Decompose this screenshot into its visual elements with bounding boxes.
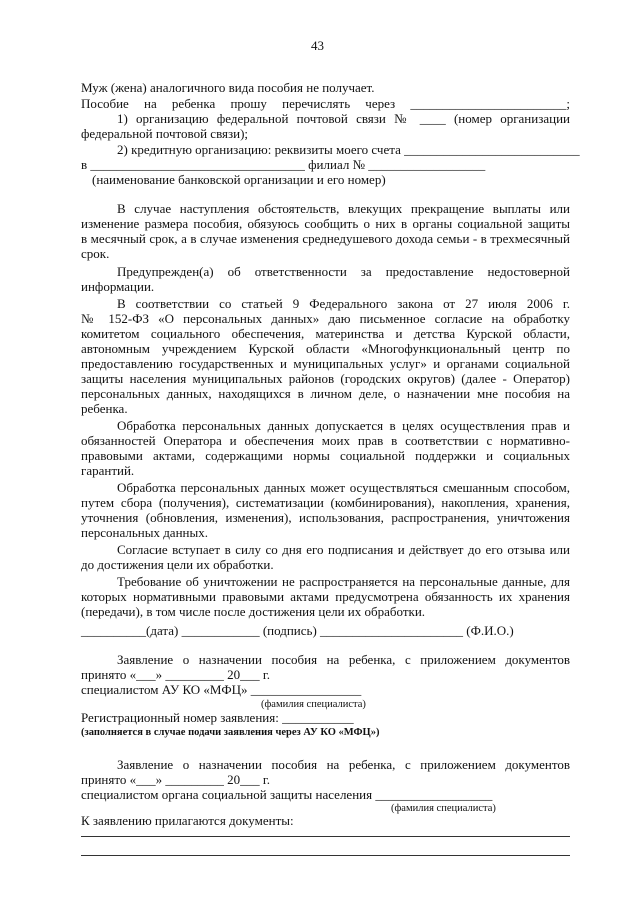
consent-line-1: В соответствии со статьей 9 Федерального закона от 27 июля 2006 г. — [117, 296, 570, 311]
consent-line-7: персональных данных, находящихся в личном деле, о назначении мне пособия на — [81, 386, 570, 401]
methods-line-4: персональных данных. — [81, 525, 208, 540]
bank-branch-line: в _________________________________ филиал № __________________ — [81, 157, 486, 172]
consent-line-4: автономным учреждением Курской области «Многофункциональный центр по — [81, 341, 570, 356]
methods-line-2: путем сбора (получения), систематизации (комбинирования), накопления, хранения, — [81, 495, 570, 510]
mfc-acceptance-line-1: Заявление о назначении пособия на ребенка, с приложением документов — [117, 652, 570, 667]
szn-acceptance-date: принято «___» _________ 20___ г. — [81, 772, 270, 787]
obligation-line-3: в месячный срок, а в случае изменения среднедушевого дохода семьи - в трехмесячный — [81, 231, 570, 246]
szn-acceptance-line-1: Заявление о назначении пособия на ребенка, с приложением документов — [117, 757, 570, 772]
obligation-line-1: В случае наступления обстоятельств, влекущих прекращение выплаты или — [117, 201, 570, 216]
page-number: 43 — [311, 38, 324, 53]
mfc-note: (заполняется в случае подачи заявления через АУ КО «МФЦ») — [81, 727, 380, 738]
destruction-line-2: которых нормативными правовыми актами предусмотрена обязанность их хранения — [81, 589, 570, 604]
methods-line-3: уточнения (обновления, изменения), использования, распространения, уничтожения — [81, 510, 570, 525]
purpose-line-2: обязанностей Оператора и обеспечения моих прав в соответствии с нормативно- — [81, 433, 570, 448]
warning-line-2: информации. — [81, 279, 155, 294]
mfc-specialist-line: специалистом АУ КО «МФЦ» _________________ — [81, 682, 362, 697]
consent-line-5: предоставлению государственных и муниципальных услуг» и органами социальной — [81, 356, 570, 371]
destruction-line-3: (передачи), в том числе после достижения цели их обработки. — [81, 604, 426, 619]
szn-specialist-caption: (фамилия специалиста) — [391, 803, 496, 814]
spouse-statement: Муж (жена) аналогичного вида пособия не получает. — [81, 80, 375, 95]
consent-line-2: № 152-ФЗ «О персональных данных» даю письменное согласие на обработку — [81, 311, 570, 326]
signature-line: __________(дата) ____________ (подпись) ______________________ (Ф.И.О.) — [81, 623, 514, 638]
consent-line-8: ребенка. — [81, 401, 128, 416]
purpose-line-1: Обработка персональных данных допускается в целях осуществления прав и — [117, 418, 570, 433]
bank-caption: (наименование банковской организации и его номер) — [92, 172, 386, 187]
consent-line-3: комитетом социального обеспечения, материнства и детства Курской области, — [81, 326, 570, 341]
obligation-line-4: срок. — [81, 246, 110, 261]
mfc-specialist-caption: (фамилия специалиста) — [261, 699, 366, 710]
consent-line-6: защиты населения муниципальных районов (городских округов) (далее - Оператор) — [81, 371, 570, 386]
methods-line-1: Обработка персональных данных может осуществляться смешанным способом, — [117, 480, 570, 495]
attachments-rule-2 — [81, 855, 570, 856]
attachments-label: К заявлению прилагаются документы: — [81, 813, 294, 828]
purpose-line-4: гарантий. — [81, 463, 135, 478]
mfc-acceptance-date: принято «___» _________ 20___ г. — [81, 667, 270, 682]
postal-option-line-2: федеральной почтовой связи); — [81, 126, 249, 141]
registration-number-line: Регистрационный номер заявления: ___________ — [81, 710, 354, 725]
bank-option-line: 2) кредитную организацию: реквизиты моего счета ___________________________ — [117, 142, 580, 157]
obligation-line-2: изменение размера пособия, обязуюсь сообщить о них в органы социальной защиты — [81, 216, 570, 231]
szn-specialist-line: специалистом органа социальной защиты населения __________________ — [81, 787, 493, 802]
validity-line-1: Согласие вступает в силу со дня его подписания и действует до его отзыва или — [117, 542, 570, 557]
payment-method-line: Пособие на ребенка прошу перечислять через ________________________; — [81, 96, 570, 111]
attachments-rule-1 — [81, 836, 570, 837]
purpose-line-3: правовыми актами, содержащими нормы социальной поддержки и социальных — [81, 448, 570, 463]
destruction-line-1: Требование об уничтожении не распространяется на персональные данные, для — [117, 574, 570, 589]
validity-line-2: до достижения цели их обработки. — [81, 557, 274, 572]
postal-option-line: 1) организацию федеральной почтовой связи № ____ (номер организации — [117, 111, 570, 126]
warning-line-1: Предупрежден(а) об ответственности за предоставление недостоверной — [117, 264, 570, 279]
